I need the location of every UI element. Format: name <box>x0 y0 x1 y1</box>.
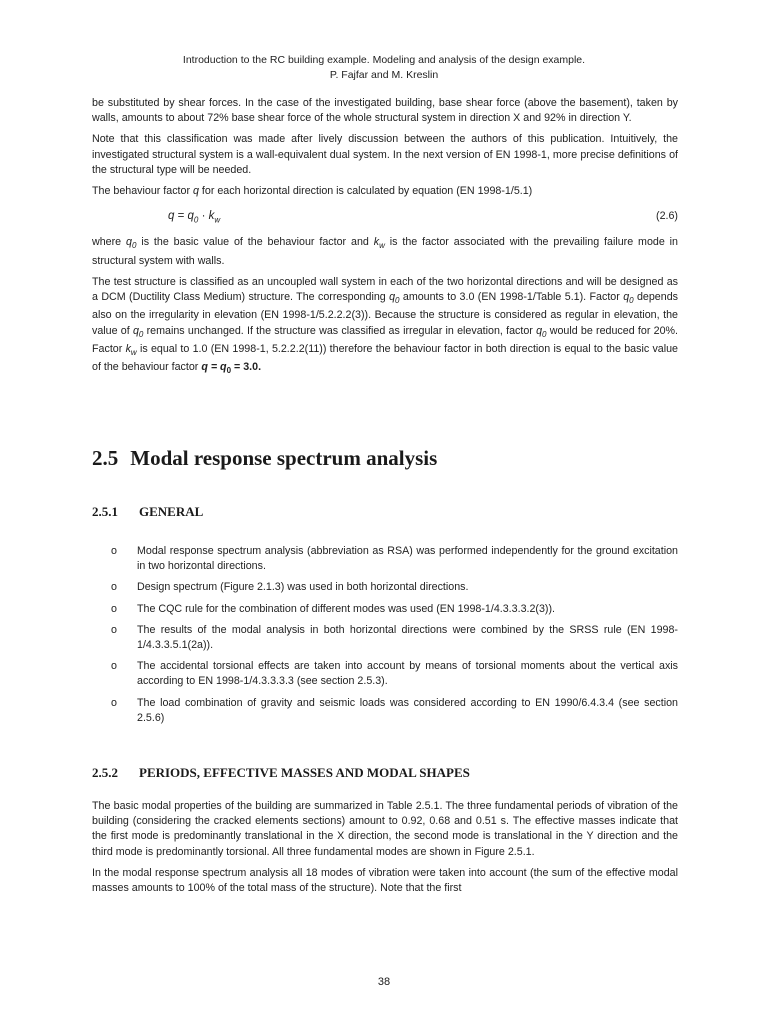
header-title: Introduction to the RC building example. Modeling and analysis of the design example. <box>182 54 586 66</box>
subsection-number: 2.5.1 <box>92 504 118 519</box>
subsection-title: GENERAL <box>139 504 204 519</box>
list-item: o Design spectrum (Figure 2.1.3) was used in both horizontal directions. <box>92 580 678 595</box>
paragraph: In the modal response spectrum analysis all 18 modes of vibration were taken into account (the sum of the effective modal masses amounts to 100% of the total mass of the structure). Note that the first <box>92 866 678 895</box>
equation-number: (2.6) <box>656 210 678 223</box>
paragraph: The test structure is classified as an uncoupled wall system in each of the two horizontal directions and will be designed as a DCM (Ductility Class Medium) structure. The corresponding $q_0$ amounts to 3.0 (EN 1998-1/Table 5.1). Factor $q_0$ depends also on the irregularity in elevation (EN 1998-1/5.2.2.2(3)). Because the structure is considered as regular in elevation, the value of $q_0$ remains unchanged. If the structure was classified as irregular in elevation, factor $q_0$ would be reduced for 20%. Factor $k_w$ is equal to 1.0 (EN 1998-1, 5.2.2.2(11)) therefore the behaviour factor in both direction is equal to the basic value of the behaviour factor $q = q_0 = 3.0$. <box>92 275 678 376</box>
bullet-icon: o <box>111 696 117 709</box>
paragraph: Note that this classification was made after lively discussion between the authors of this publication. Intuitively, the investigated structural system is a wall-equivalent dual system. In the next version of EN 1998-1, more precise definitions of the structural type will be needed. <box>92 133 678 176</box>
bullet-icon: o <box>111 602 117 615</box>
list-item: o The results of the modal analysis in both horizontal directions were combined by the SRSS rule (EN 1998-1/4.3.3.5.1(2a)). <box>111 623 678 652</box>
header-authors: P. Fajfar and M. Kreslin <box>329 69 439 81</box>
running-header <box>0 53 768 83</box>
subsection-title: PERIODS, EFFECTIVE MASSES AND MODAL SHAPES <box>139 765 470 780</box>
subsection-heading-periods <box>92 765 470 781</box>
bullet-icon: o <box>111 623 117 636</box>
equation-2-6 <box>92 207 678 229</box>
paragraph: The basic modal properties of the building are summarized in Table 2.5.1. The three fundamental periods of vibration of the building (considering the cracked elements sections) amount to 0.92, 0.68 and 0.51 s. The effective masses indicate that the first mode is predominantly translational in the X direction, the second mode is translational in the Y direction and the third mode is predominantly torsional. All three fundamental modes are shown in Figure 2.5.1. <box>92 800 678 858</box>
section-number: 2.5 <box>92 446 119 470</box>
bullet-icon: o <box>111 660 117 673</box>
body-text-top <box>92 96 678 385</box>
list-item: o The load combination of gravity and seismic loads was considered according to EN 1990/6.4.3.4 (see section 2.5.6) <box>111 696 678 724</box>
list-item: o Modal response spectrum analysis (abbreviation as RSA) was performed independently for the ground excitation in two horizontal directions. <box>111 545 678 573</box>
bullet-icon: o <box>111 581 117 594</box>
equation-formula: $q = q_0 \cdot k_w$ <box>168 210 221 225</box>
bullet-icon: o <box>111 545 117 557</box>
subsection-heading-general <box>92 504 203 520</box>
paragraph: The behaviour factor q for each horizontal direction is calculated by equation (EN 1998-1/5.1) <box>92 185 533 198</box>
list-item: o The accidental torsional effects are taken into account by means of torsional moments about the vertical axis according to EN 1998-1/4.3.3.3.3 (see section 2.5.3). <box>111 660 678 688</box>
subsection-number: 2.5.2 <box>92 765 118 780</box>
section-heading <box>92 446 437 471</box>
body-text-bottom <box>92 799 678 902</box>
paragraph: where $q_0$ is the basic value of the behaviour factor and $k_w$ is the factor associated with the prevailing failure mode in structural system with walls. <box>92 236 678 267</box>
list-item: o The CQC rule for the combination of different modes was used (EN 1998-1/4.3.3.3.2(3)). <box>92 602 678 617</box>
paragraph: be substituted by shear forces. In the case of the investigated building, base shear force (above the basement), taken by walls, amounts to about 72% base shear force of the whole structural system in direction X and 92% in direction Y. <box>92 97 678 125</box>
bullet-list <box>92 544 678 732</box>
page-number: 38 <box>377 976 391 988</box>
section-title: Modal response spectrum analysis <box>130 446 438 470</box>
